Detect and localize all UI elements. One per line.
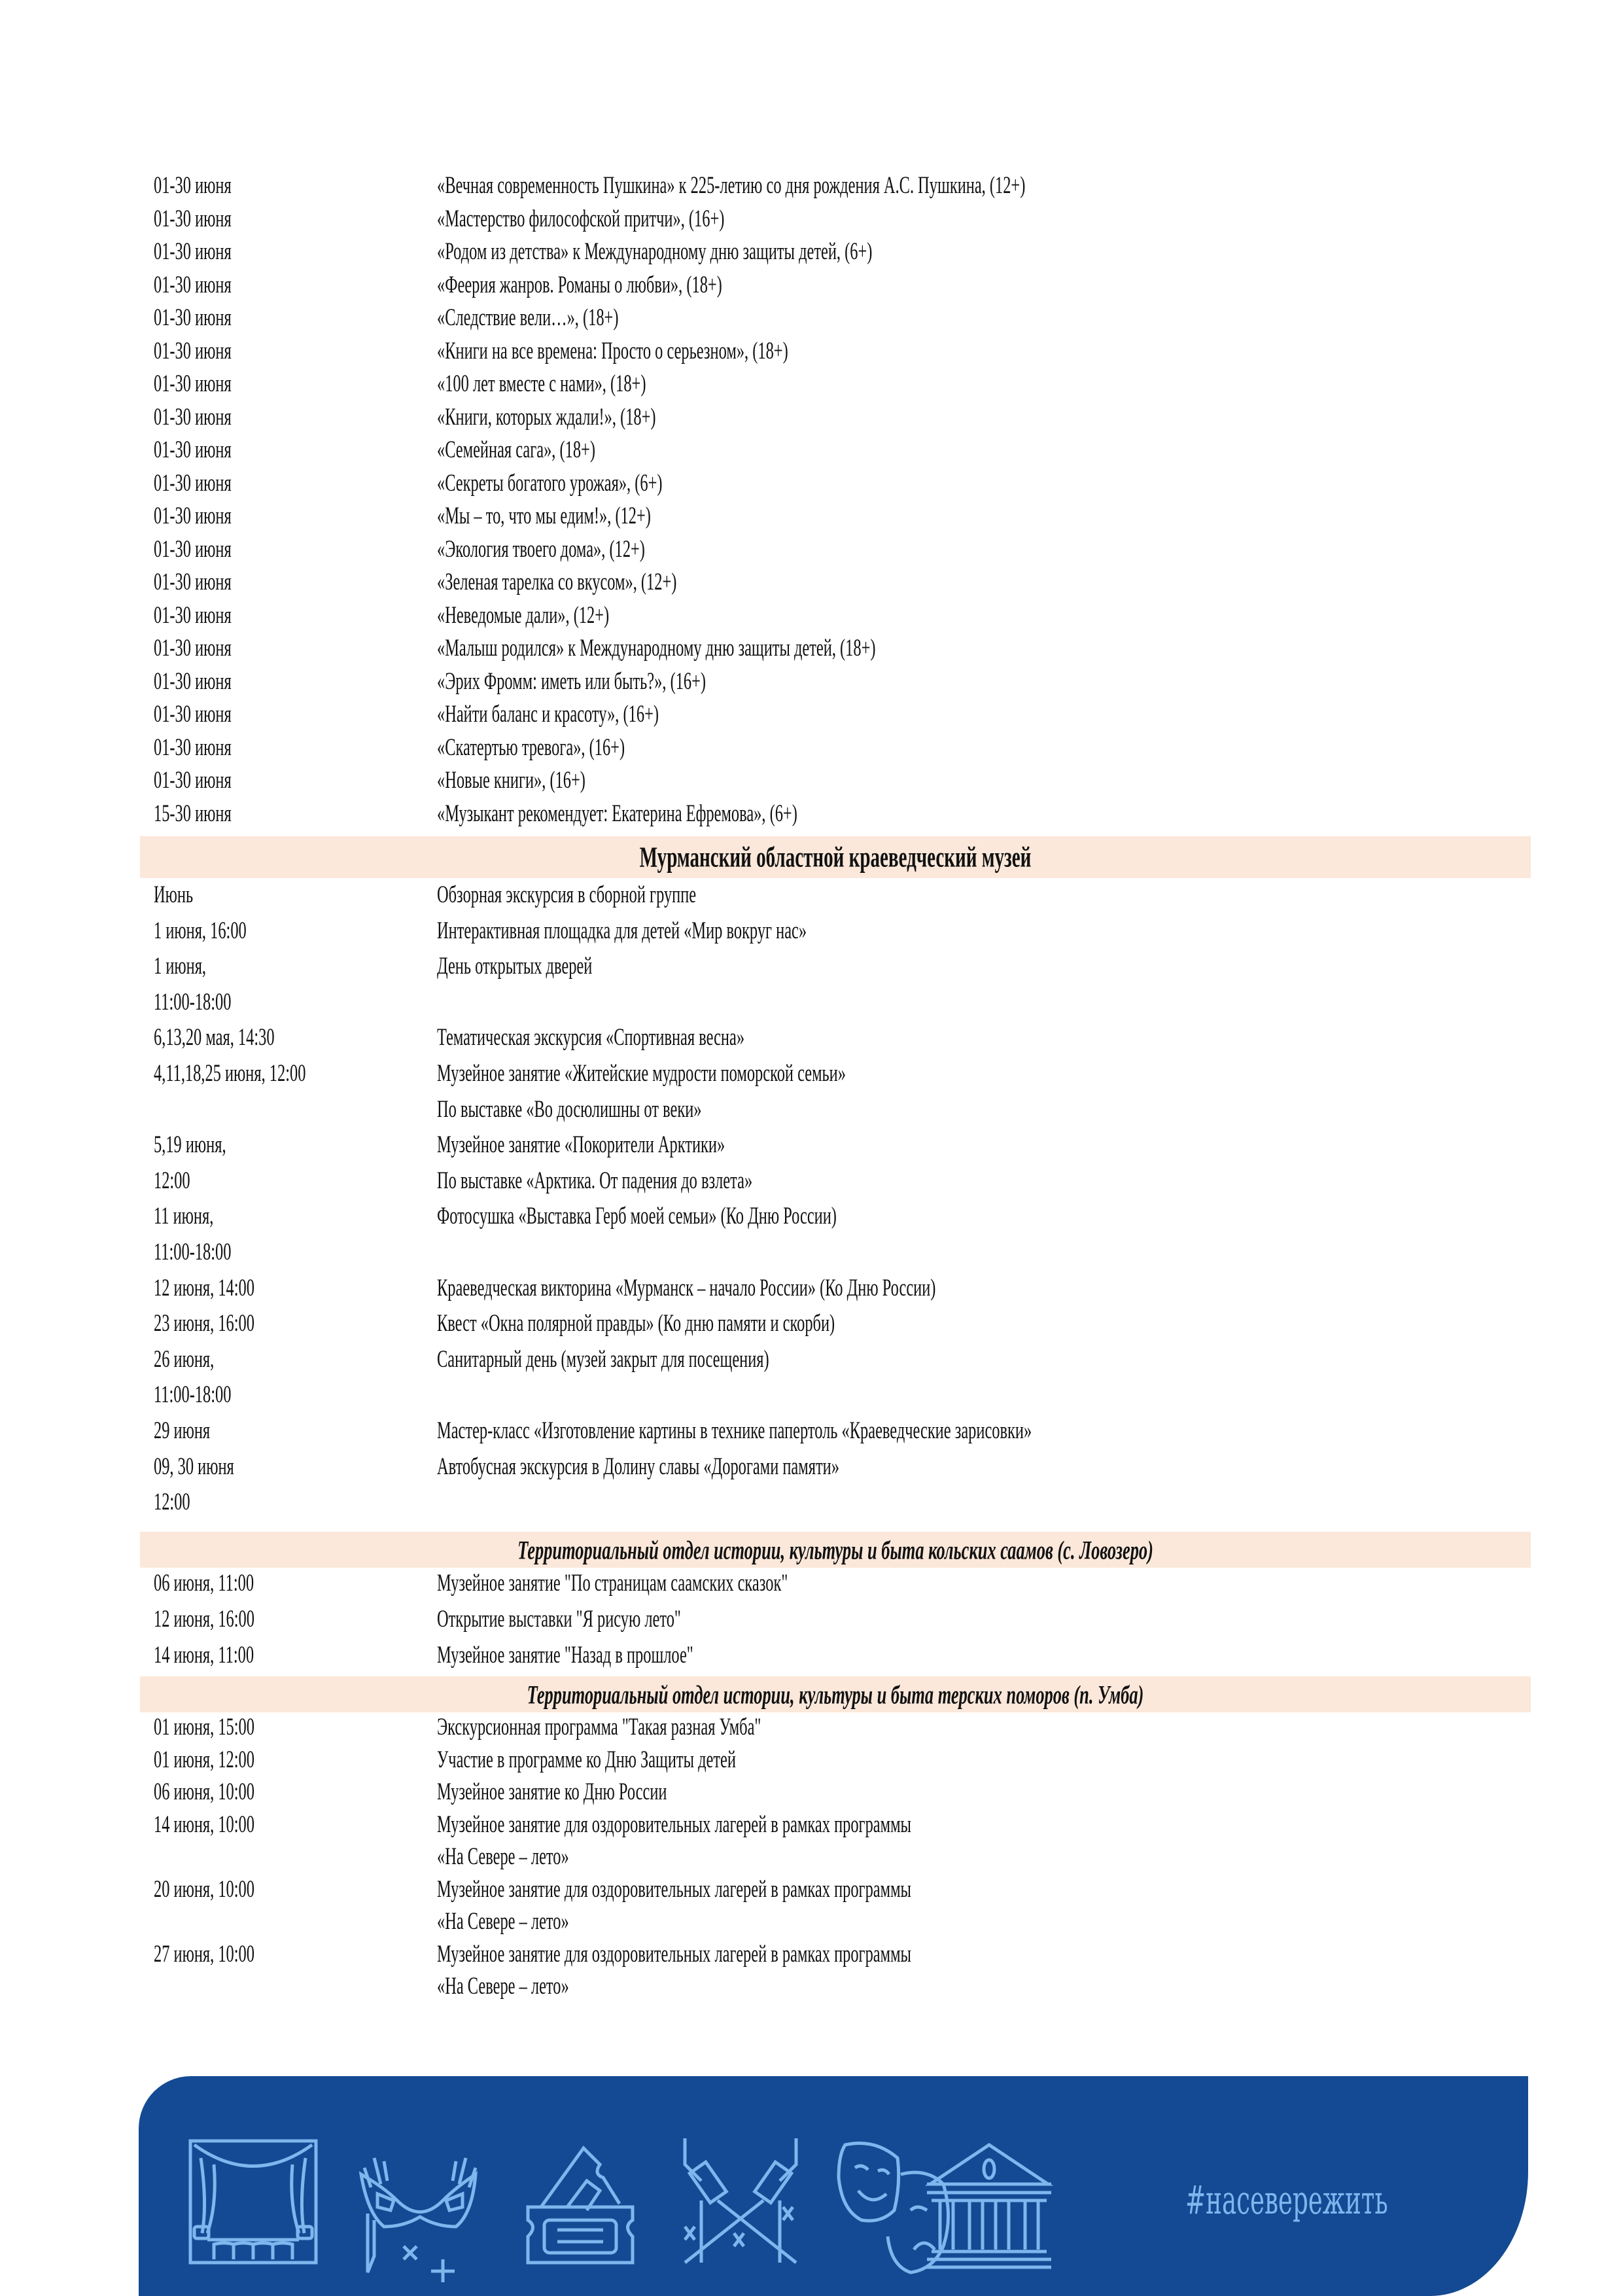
event-title: «На Севере – лето»	[437, 1843, 569, 1870]
event-date: 23 июня, 16:00	[154, 1310, 254, 1337]
event-title: «Родом из детства» к Международному дню защиты детей, (6+)	[437, 238, 873, 265]
event-title: Музейное занятие для оздоровительных лагерей в рамках программы	[437, 1875, 911, 1903]
event-title: Музейное занятие для оздоровительных лагерей в рамках программы	[437, 1940, 911, 1968]
tickets-icon	[521, 2145, 639, 2266]
event-date: 14 июня, 11:00	[154, 1642, 254, 1669]
event-title: «Новые книги», (16+)	[437, 767, 585, 794]
event-title: Квест «Окна полярной правды» (Ко дню памяти и скорби)	[437, 1310, 835, 1337]
event-date: 01-30 июня	[154, 172, 232, 199]
spotlights-icon	[682, 2135, 799, 2266]
event-date: 01-30 июня	[154, 205, 232, 232]
event-date: 1 июня, 16:00	[154, 917, 247, 944]
footer-banner	[139, 2076, 1528, 2296]
event-title: Фотосушка «Выставка Герб моей семьи» (Ко Дню России)	[437, 1203, 837, 1230]
event-title: Музейное занятие "Назад в прошлое"	[437, 1642, 693, 1669]
event-date: 01-30 июня	[154, 436, 232, 463]
event-title: Музейное занятие "По страницам саамских сказок"	[437, 1570, 788, 1597]
event-title: Открытие выставки "Я рисую лето"	[437, 1606, 681, 1633]
event-date: 01-30 июня	[154, 535, 232, 563]
section-title: Мурманский областной краеведческий музей	[639, 841, 1032, 874]
event-title: Экскурсионная программа "Такая разная Умба"	[437, 1714, 761, 1740]
event-title: Музейное занятие для оздоровительных лагерей в рамках программы	[437, 1810, 911, 1838]
event-date: 06 июня, 10:00	[154, 1778, 254, 1805]
event-title: «Скатертью тревога», (16+)	[437, 733, 625, 761]
event-date: 01-30 июня	[154, 271, 232, 298]
event-title: «Мы – то, что мы едим!», (12+)	[437, 503, 651, 529]
event-date: 12:00	[154, 1167, 190, 1194]
event-title: Участие в программе ко Дню Защиты детей	[437, 1746, 736, 1773]
event-date: 06 июня, 11:00	[154, 1570, 254, 1597]
event-date: 12 июня, 16:00	[154, 1606, 254, 1633]
event-date: 11 июня,	[154, 1203, 214, 1230]
event-title: Интерактивная площадка для детей «Мир вокруг нас»	[437, 917, 807, 944]
section-header-umba	[140, 1676, 1531, 1712]
event-date: 01-30 июня	[154, 403, 232, 431]
event-date: 01-30 июня	[154, 238, 232, 265]
event-date: 01-30 июня	[154, 469, 232, 497]
event-title: «Вечная современность Пушкина» к 225-летию со дня рождения А.С. Пушкина, (12+)	[437, 172, 1026, 199]
event-date: 01 июня, 15:00	[154, 1714, 254, 1740]
event-date: 01-30 июня	[154, 569, 232, 595]
event-date: 29 июня	[154, 1417, 211, 1444]
event-title: «Эрих Фромм: иметь или быть?», (16+)	[437, 667, 707, 695]
event-date: 11:00-18:00	[154, 1239, 232, 1265]
event-date: 01 июня, 12:00	[154, 1746, 254, 1773]
event-title: «Секреты богатого урожая», (6+)	[437, 469, 663, 497]
event-title: «На Севере – лето»	[437, 1973, 569, 2000]
event-title: «На Севере – лето»	[437, 1908, 569, 1935]
event-title: Тематическая экскурсия «Спортивная весна»	[437, 1024, 745, 1051]
event-title: «Найти баланс и красоту», (16+)	[437, 701, 659, 728]
museum-building-icon	[924, 2142, 1055, 2269]
event-date: 27 июня, 10:00	[154, 1940, 254, 1968]
theater-curtain-icon	[188, 2138, 319, 2266]
event-date: 6,13,20 мая, 14:30	[154, 1024, 275, 1051]
event-title: Мастер-класс «Изготовление картины в технике папертоль «Краеведческие зарисовки»	[437, 1417, 1032, 1444]
event-date: 4,11,18,25 июня, 12:00	[154, 1060, 306, 1087]
event-title: «Мастерство философской притчи», (16+)	[437, 205, 725, 232]
event-title: «Феерия жанров. Романы о любви», (18+)	[437, 271, 722, 298]
event-title: Краеведческая викторина «Мурманск – начало России» (Ко Дню России)	[437, 1274, 936, 1301]
event-date: 01-30 июня	[154, 370, 232, 397]
section-header-lovozero	[140, 1532, 1531, 1568]
section-title: Территориальный отдел истории, культуры и быта кольских саамов (с. Ловозеро)	[517, 1535, 1153, 1564]
event-date: 01-30 июня	[154, 503, 232, 529]
event-date: 12 июня, 14:00	[154, 1274, 254, 1301]
event-date: 14 июня, 10:00	[154, 1810, 254, 1838]
event-date: Июнь	[154, 881, 194, 908]
hashtag-label: #насевережить	[1185, 2178, 1388, 2223]
event-title: «Книги на все времена: Просто о серьезном», (18+)	[437, 337, 788, 364]
event-title: «Музыкант рекомендует: Екатерина Ефремова», (6+)	[437, 800, 797, 827]
event-date: 5,19 июня,	[154, 1131, 226, 1159]
event-date: 01-30 июня	[154, 635, 232, 662]
event-date: 01-30 июня	[154, 337, 232, 364]
event-date: 26 июня,	[154, 1345, 215, 1373]
section-header-regional-museum	[140, 836, 1531, 878]
event-title: По выставке «Арктика. От падения до взлета»	[437, 1167, 753, 1194]
event-title: «Малыш родился» к Международному дню защиты детей, (18+)	[437, 635, 876, 662]
event-title: Музейное занятие «Житейские мудрости поморской семьи»	[437, 1060, 846, 1087]
event-date: 09, 30 июня	[154, 1453, 234, 1480]
event-title: Музейное занятие ко Дню России	[437, 1778, 667, 1805]
event-date: 11:00-18:00	[154, 988, 232, 1016]
event-title: Музейное занятие «Покорители Арктики»	[437, 1131, 725, 1159]
event-date: 11:00-18:00	[154, 1381, 232, 1409]
event-date: 1 июня,	[154, 953, 207, 980]
event-date: 01-30 июня	[154, 601, 232, 629]
event-title: Обзорная экскурсия в сборной группе	[437, 881, 697, 908]
event-date: 01-30 июня	[154, 733, 232, 761]
event-title: «Неведомые дали», (12+)	[437, 601, 610, 629]
event-title: «Экология твоего дома», (12+)	[437, 535, 645, 563]
event-date: 01-30 июня	[154, 767, 232, 794]
event-date: 01-30 июня	[154, 667, 232, 695]
event-title: «Следствие вели…», (18+)	[437, 304, 619, 331]
event-title: Автобусная экскурсия в Долину славы «Дорогами памяти»	[437, 1453, 839, 1480]
event-title: «Зеленая тарелка со вкусом», (12+)	[437, 569, 677, 595]
event-date: 12:00	[154, 1489, 190, 1516]
event-title: «Книги, которых ждали!», (18+)	[437, 403, 656, 431]
event-title: «100 лет вместе с нами», (18+)	[437, 370, 646, 397]
event-date: 15-30 июня	[154, 800, 232, 827]
event-title: «Семейная сага», (18+)	[437, 436, 595, 463]
event-title: День открытых дверей	[437, 953, 593, 980]
event-date: 20 июня, 10:00	[154, 1875, 254, 1903]
event-title: Санитарный день (музей закрыт для посещения)	[437, 1345, 769, 1373]
section-title: Территориальный отдел истории, культуры и быта терских поморов (п. Умба)	[527, 1680, 1144, 1709]
event-date: 01-30 июня	[154, 701, 232, 728]
event-date: 01-30 июня	[154, 304, 232, 331]
event-title: По выставке «Во досюлишны от веки»	[437, 1095, 702, 1123]
carnival-mask-icon	[358, 2155, 482, 2282]
